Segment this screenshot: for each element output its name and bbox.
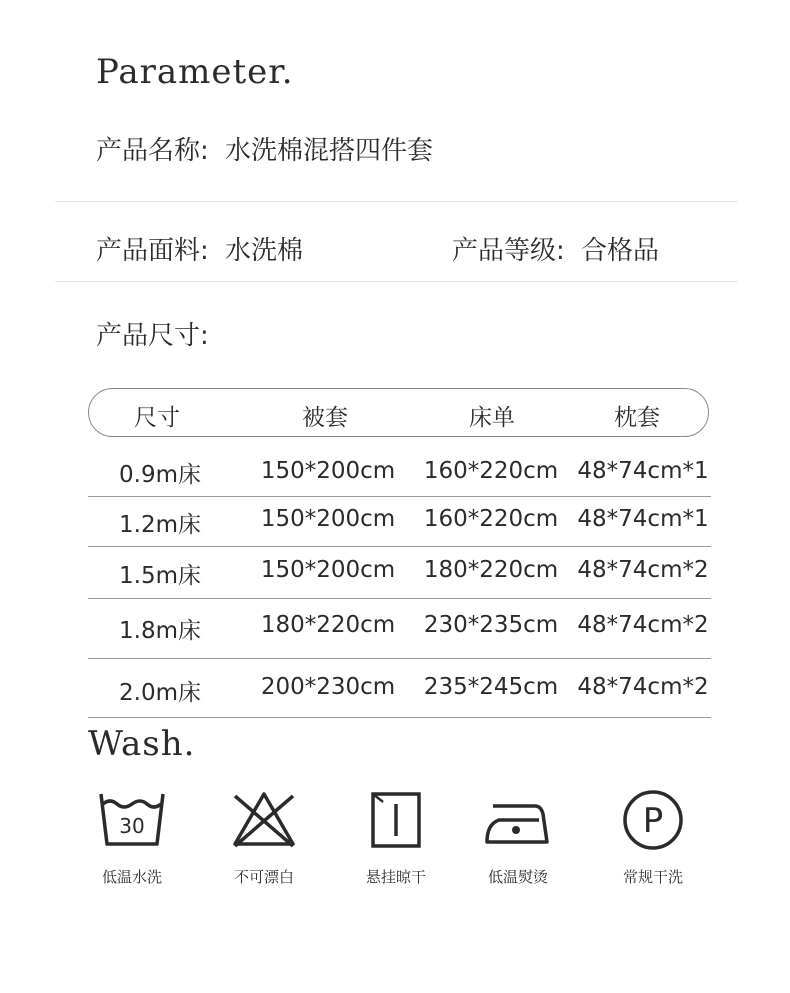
wash-item-no-bleach (204, 788, 324, 887)
low-iron-icon (483, 788, 553, 852)
parameter-heading: Parameter. (96, 52, 294, 92)
dry-clean-p-icon (618, 788, 688, 852)
duvet-cell: 180*220cm (260, 612, 396, 638)
sheet-cell: 180*220cm (423, 557, 559, 583)
size-label: 产品尺寸: (96, 321, 209, 351)
divider (55, 281, 738, 282)
wash-item-low-iron (458, 788, 578, 887)
wash-label: 常规干洗 (622, 868, 683, 886)
dry-clean-letter: P (642, 801, 664, 841)
divider (55, 201, 738, 202)
row-divider (88, 546, 711, 547)
wash-label: 悬挂晾干 (365, 868, 426, 886)
header-bed-sheet: 床单 (469, 405, 515, 431)
no-bleach-icon (229, 788, 299, 852)
wash-label: 低温熨烫 (487, 868, 548, 886)
duvet-cell: 150*200cm (260, 557, 396, 583)
pillow-cell: 48*74cm*2 (577, 612, 709, 638)
row-divider (88, 496, 711, 497)
size-cell: 1.2m床 (119, 512, 201, 538)
product-name-value: 水洗棉混搭四件套 (225, 136, 434, 166)
size-cell: 0.9m床 (119, 462, 201, 488)
fabric-row (96, 230, 303, 267)
header-pillowcase: 枕套 (614, 405, 660, 431)
wash-label: 不可漂白 (233, 868, 294, 886)
pillow-cell: 48*74cm*2 (577, 674, 709, 700)
row-divider (88, 717, 711, 718)
wash-30-icon (97, 788, 167, 852)
row-divider (88, 658, 711, 659)
wash-label: 低温水洗 (101, 868, 162, 886)
size-cell: 1.5m床 (119, 563, 201, 589)
grade-label: 产品等级: (452, 236, 565, 266)
fabric-label: 产品面料: (96, 236, 209, 266)
row-divider (88, 598, 711, 599)
duvet-cell: 200*230cm (260, 674, 396, 700)
size-cell: 1.8m床 (119, 618, 201, 644)
wash-item-low-temp (72, 788, 192, 887)
sheet-cell: 160*220cm (423, 458, 559, 484)
wash-item-hang-dry (336, 788, 456, 887)
header-size: 尺寸 (134, 405, 180, 431)
wash-heading: Wash. (88, 724, 196, 764)
sheet-cell: 230*235cm (423, 612, 559, 638)
sheet-cell: 235*245cm (423, 674, 559, 700)
size-cell: 2.0m床 (119, 680, 201, 706)
product-name-row (96, 130, 433, 167)
wash-temperature: 30 (119, 814, 145, 838)
grade-row (452, 230, 659, 267)
size-table-header (88, 388, 709, 437)
duvet-cell: 150*200cm (260, 506, 396, 532)
duvet-cell: 150*200cm (260, 458, 396, 484)
fabric-value: 水洗棉 (225, 236, 304, 266)
header-duvet-cover: 被套 (302, 405, 348, 431)
product-name-label: 产品名称: (96, 136, 209, 166)
hang-dry-icon (361, 788, 431, 852)
sheet-cell: 160*220cm (423, 506, 559, 532)
pillow-cell: 48*74cm*1 (577, 458, 709, 484)
pillow-cell: 48*74cm*1 (577, 506, 709, 532)
grade-value: 合格品 (581, 236, 660, 266)
wash-item-dry-clean (593, 788, 713, 887)
pillow-cell: 48*74cm*2 (577, 557, 709, 583)
